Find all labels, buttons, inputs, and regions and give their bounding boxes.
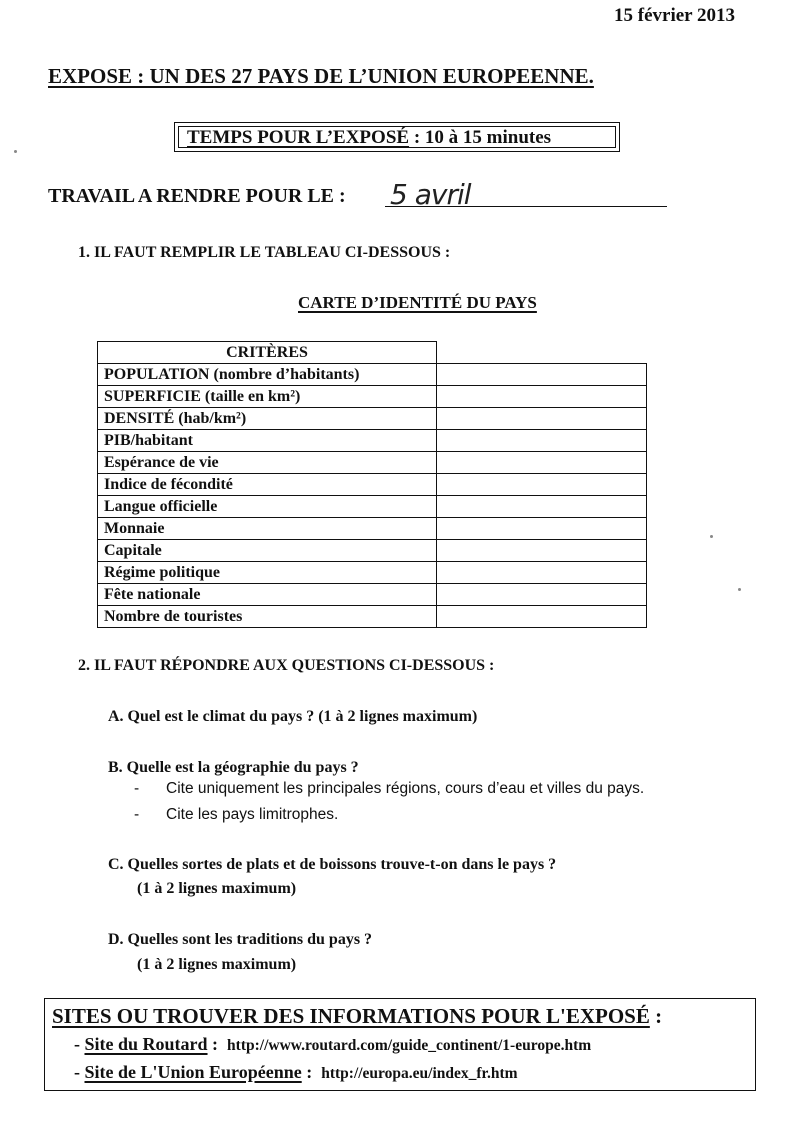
due-date-line [385, 206, 667, 207]
table-row [98, 386, 647, 408]
table-row [98, 496, 647, 518]
row-label-fete: Fête nationale [98, 584, 437, 606]
row-value-cell[interactable] [437, 562, 647, 584]
row-value-cell[interactable] [437, 408, 647, 430]
row-label-pib: PIB/habitant [98, 430, 437, 452]
due-label: TRAVAIL A RENDRE POUR LE : [48, 185, 346, 207]
site-separator: : [207, 1034, 228, 1054]
site-url[interactable]: http://www.routard.com/guide_continent/1-europe.htm [227, 1037, 592, 1054]
question-d: D. Quelles sont les traditions du pays ? [108, 931, 373, 948]
row-label-densite: DENSITÉ (hab/km²) [98, 408, 437, 430]
table-row [98, 430, 647, 452]
question-c: C. Quelles sortes de plats et de boissons trouve-t-on dans le pays ? [108, 856, 557, 873]
row-value-cell[interactable] [437, 584, 647, 606]
time-box-inner [178, 126, 616, 148]
table-row [98, 518, 647, 540]
row-value-cell[interactable] [437, 474, 647, 496]
question-b-subitem [134, 806, 338, 824]
row-label-fecondite: Indice de fécondité [98, 474, 437, 496]
question-d-note: (1 à 2 lignes maximum) [137, 956, 297, 973]
question-b: B. Quelle est la géographie du pays ? [108, 759, 359, 776]
time-label: TEMPS POUR L’EXPOSÉ [187, 127, 410, 148]
dash-bullet: - [74, 1062, 85, 1082]
section2-heading: 2. IL FAUT RÉPONDRE AUX QUESTIONS CI-DESSOUS : [78, 657, 495, 674]
question-b-subitem-text: Cite les pays limitrophes. [166, 806, 339, 823]
handwritten-due-date: 5 avril [390, 178, 471, 211]
site-name: Site de L'Union Européenne [84, 1062, 302, 1082]
row-value-cell[interactable] [437, 496, 647, 518]
row-value-cell[interactable] [437, 518, 647, 540]
document-title: EXPOSE : UN DES 27 PAYS DE L’UNION EUROPEENNE. [48, 64, 594, 88]
table-row [98, 408, 647, 430]
table-header-row [98, 342, 647, 364]
sites-title [52, 1004, 662, 1029]
section1-heading: 1. IL FAUT REMPLIR LE TABLEAU CI-DESSOUS : [78, 244, 451, 261]
row-value-cell[interactable] [437, 430, 647, 452]
row-label-capitale: Capitale [98, 540, 437, 562]
row-value-cell[interactable] [437, 606, 647, 628]
table-title: CARTE D’IDENTITÉ DU PAYS [298, 293, 537, 312]
table-row [98, 452, 647, 474]
table-row [98, 364, 647, 386]
row-value-cell[interactable] [437, 364, 647, 386]
scan-speck [14, 150, 17, 153]
table-row [98, 540, 647, 562]
row-label-monnaie: Monnaie [98, 518, 437, 540]
question-b-subitem [134, 780, 644, 798]
table-row [98, 474, 647, 496]
scan-speck [710, 535, 713, 538]
sites-title-text: SITES OU TROUVER DES INFORMATIONS POUR L'EXPOSÉ [52, 1004, 650, 1028]
site-name: Site du Routard [84, 1034, 208, 1054]
row-label-population: POPULATION (nombre d’habitants) [98, 364, 437, 386]
question-a: A. Quel est le climat du pays ? (1 à 2 lignes maximum) [108, 708, 478, 725]
row-label-touristes: Nombre de touristes [98, 606, 437, 628]
row-label-langue: Langue officielle [98, 496, 437, 518]
table-row [98, 606, 647, 628]
dash-bullet: - [134, 806, 140, 823]
site-link-routard[interactable] [74, 1034, 591, 1055]
row-label-superficie: SUPERFICIE (taille en km²) [98, 386, 437, 408]
dash-bullet: - [74, 1034, 85, 1054]
row-value-cell[interactable] [437, 386, 647, 408]
site-url[interactable]: http://europa.eu/index_fr.htm [321, 1065, 518, 1082]
question-b-subitem-text: Cite uniquement les principales régions, cours d’eau et villes du pays. [166, 780, 645, 797]
criteria-table [97, 341, 647, 628]
question-c-note: (1 à 2 lignes maximum) [137, 880, 297, 897]
row-label-esperance: Espérance de vie [98, 452, 437, 474]
table-header-criteria: CRITÈRES [98, 342, 437, 364]
time-box [174, 122, 620, 152]
table-row [98, 562, 647, 584]
scan-speck [738, 588, 741, 591]
dash-bullet: - [134, 780, 140, 797]
row-label-regime: Régime politique [98, 562, 437, 584]
site-link-europa[interactable] [74, 1062, 518, 1083]
site-separator: : [301, 1062, 322, 1082]
row-value-cell[interactable] [437, 452, 647, 474]
document-date: 15 février 2013 [614, 5, 735, 26]
row-value-cell[interactable] [437, 540, 647, 562]
table-header-empty [437, 342, 647, 364]
table-row [98, 584, 647, 606]
time-value: : 10 à 15 minutes [409, 127, 552, 148]
sites-title-suffix: : [649, 1004, 663, 1028]
